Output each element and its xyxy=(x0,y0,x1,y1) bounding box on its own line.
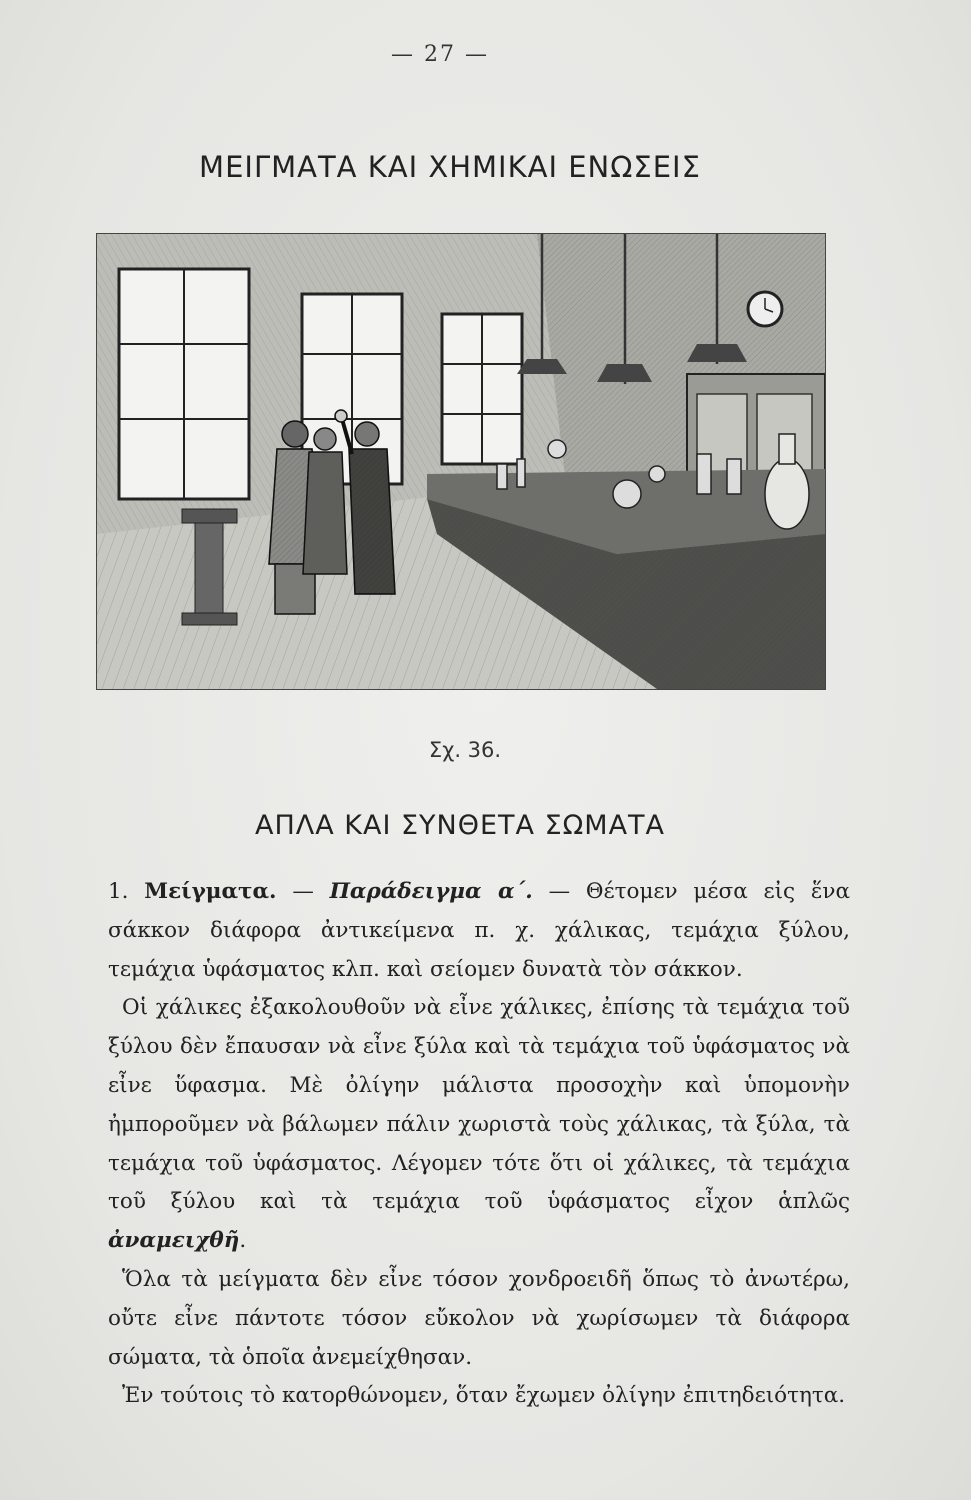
dash: — xyxy=(532,879,586,904)
paragraph-3-text: Ὅλα τὰ μείγματα δὲν εἶνε τόσον χονδροειδῆ ὅπως τὸ ἀνωτέρω, οὔτε εἶνε πάντοτε τόσον εὔκολον νὰ χωρίσωμεν τὰ διάφορα σώματα, τὰ ὁποῖα ἀνεμείχθησαν. xyxy=(108,1266,850,1370)
laboratory-engraving xyxy=(97,234,825,689)
paragraph-1-text: Θέτομεν μέσα εἰς ἕνα σάκκον διάφορα ἀντικείμενα π. χ. χάλικας, τεμάχια ξύλου, τεμάχια ὑφάσματος κλπ. καὶ σείομεν δυνατὰ τὸν σάκκον. xyxy=(108,879,850,982)
paragraph-number: 1. xyxy=(108,879,129,904)
paragraph-4-text: Ἐν τούτοις τὸ κατορθώνομεν, ὅταν ἔχωμεν ὀλίγην ἐπιτηδειότητα. xyxy=(122,1383,846,1409)
section-title: ΑΠΛΑ ΚΑΙ ΣΥΝΘΕΤΑ ΣΩΜΑΤΑ xyxy=(254,810,666,841)
term-mixed: ἀναμειχθῆ xyxy=(108,1228,240,1254)
laboratory-illustration xyxy=(96,233,826,690)
page-number: — 27 — xyxy=(391,42,489,67)
paragraph-2-text: Οἱ χάλικες ἐξακολουθοῦν νὰ εἶνε χάλικες, ἐπίσης τὰ τεμάχια τοῦ ξύλου δὲν ἔπαυσαν νὰ εἶνε ξύλα καὶ τὰ τεμάχια τοῦ ὑφάσματος νὰ εἶνε ὕφασμα. Μὲ ὀλίγην μάλιστα προσοχὴν καὶ ὑπομονὴν ἠμποροῦμεν νὰ βάλωμεν πάλιν χωριστὰ τοὺς χάλικας, τὰ ξύλα, τὰ τεμάχια τοῦ ὑφάσματος. Λέγομεν τότε ὅτι οἱ χάλικες, τὰ τεμάχια τοῦ ξύλου καὶ τὰ τεμάχια τοῦ ὑφάσματος εἶχον ἁπλῶς xyxy=(108,995,850,1215)
example-label: Παράδειγμα α΄. xyxy=(329,879,533,904)
term-mixtures: Μείγματα. xyxy=(144,879,277,904)
figure-caption: Σχ. 36. xyxy=(428,738,502,762)
paragraph-1 xyxy=(108,873,850,989)
body-text xyxy=(108,873,850,1416)
dash: — xyxy=(276,879,330,904)
paragraph-2 xyxy=(108,989,850,1261)
chapter-title: ΜΕΙΓΜΑΤΑ ΚΑΙ ΧΗΜΙΚΑΙ ΕΝΩΣΕΙΣ xyxy=(199,150,701,184)
paragraph-2-end: . xyxy=(239,1228,247,1254)
paragraph-4 xyxy=(108,1377,850,1416)
paragraph-3 xyxy=(108,1261,850,1377)
